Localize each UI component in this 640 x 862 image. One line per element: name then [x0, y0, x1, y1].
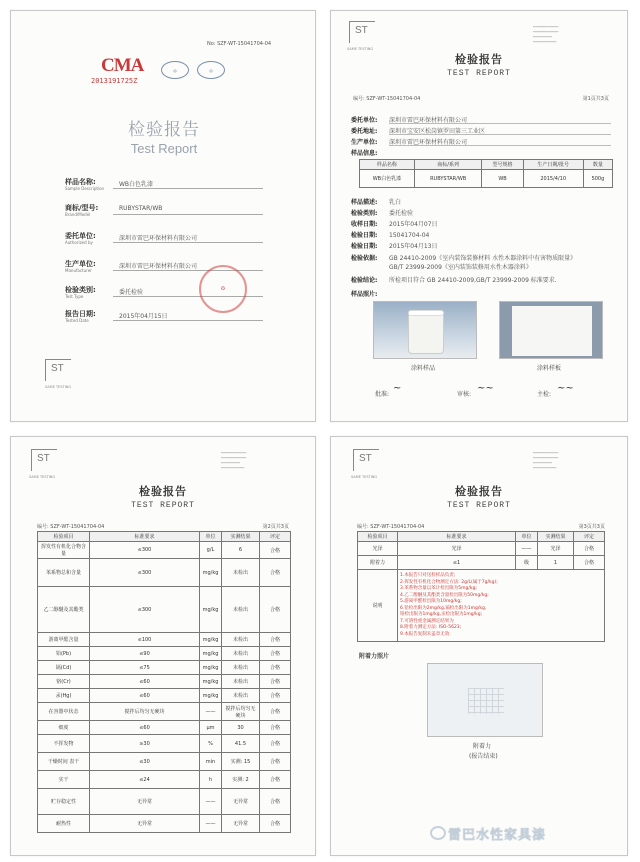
page-title-en: TEST REPORT: [131, 501, 195, 510]
cnas-seal-icon: ◎: [197, 61, 225, 79]
cover-title-cn: 检验报告: [128, 120, 200, 140]
st-logo-icon: ST: [353, 449, 379, 471]
inspector-label: 主检:: [537, 391, 552, 398]
field-test-date: 检验日期: 2015年04月13日: [351, 243, 438, 250]
report-number: No: SZF-WT-15041704-04: [207, 41, 272, 47]
report-cover-page: [10, 10, 316, 422]
cover-title-en: Test Report: [130, 141, 198, 156]
header-contact-lines: ━━━━━━━━━━━━ ━━━━━━━━━━━━ ━━━━━━━━━ ━━━━━━━━━━━: [533, 451, 559, 470]
field-photo-label: 样品照片:: [351, 291, 378, 298]
table-row: 在容器中状态 搅拌后均匀无硬块 —— 搅拌后均匀无硬块 合格: [38, 703, 291, 721]
st-logo-icon: ST: [349, 21, 375, 43]
table-row: 不挥发物 ≥30 % 41.5 合格: [38, 735, 291, 753]
field-test-type: 检验类别: 委托检验: [351, 210, 414, 217]
page-title-en: TEST REPORT: [447, 69, 511, 78]
field-receive-date: 收样日期: 2015年04月07日: [351, 221, 438, 228]
photo-caption-2: 涂料样板: [537, 365, 562, 372]
field-test-basis: 检验依据: GB 24410-2009《室内装饰装修材料 水性木器涂料中有害物质限量》: [351, 255, 577, 262]
report-page-2: [10, 436, 316, 856]
adhesion-photo: [427, 663, 543, 737]
st-logo-text: SAME TESTING: [45, 385, 72, 389]
page-title-en: TEST REPORT: [447, 501, 511, 510]
field-sample-no: 检验日期: 15041704-04: [351, 232, 430, 239]
certification-seal-icon: ◎: [161, 61, 189, 79]
wechat-icon: [430, 826, 446, 840]
cover-row-sample: 样品名称: Sample Description WB白色乳漆: [65, 177, 265, 203]
table-row: 镉(Cd) ≤75 mg/kg 未检出 合格: [38, 661, 291, 675]
page-title-cn: 检验报告: [139, 485, 187, 498]
st-logo-icon: ST: [45, 359, 71, 381]
st-logo-text: SAME TESTING: [347, 47, 374, 51]
page-indicator: 第3页共3页: [578, 524, 605, 530]
table-row: 干燥时间 表干 ≤30 min 实测: 15 合格: [38, 753, 291, 771]
table-row: 贮存稳定性 无异常 —— 无异常 合格: [38, 789, 291, 815]
photo-caption-1: 涂料样品: [411, 365, 436, 372]
review-label: 审核:: [457, 391, 472, 398]
sample-panel-photo: [499, 301, 603, 359]
watermark-text: 雷巴水性家具漆: [448, 828, 547, 843]
approve-signature: ~: [393, 383, 402, 394]
notes-row: 说明 1.本报告只对送检样品负责; 2.挥发性有机化合物测定方法: 2g/L(属于7g/kg); 3.苯系物含量以苯计检出限为5mg/kg; 4.乙二醇醚及其酯类含量检出限为50mg/kg; 5.游离甲醛检出限为10mg/kg; 6.铅检出限为2mg/kg,镉检出限为1mg/kg, 铬检出限为1mg/kg,汞检出限为1mg/kg; 7.可溶性重金属测定结果为 8.附着力测定方法: ISO-5623; 9.本报告复制未盖章无效.: [358, 570, 605, 642]
sample-jar-photo: [373, 301, 477, 359]
sample-table: 样品名称 商标/系列 型号规格 生产日期/批号 数量 WB白色乳漆 RUBYSTAR/WB WB 2015/4/10 500g: [359, 159, 613, 188]
cover-row-brand: 商标/型号: Brand/Model RUBYSTAR/WB: [65, 203, 265, 229]
test-results-table: 检验项目 标准要求 单位 实测结果 评定 挥发性有机化合物含量 ≤300 g/L 6 合格 苯系物总和含量 ≤300 mg/kg 未检出 合格 乙二醇醚及其酯类 ≤300 mg/kg 未检出 合格 游离甲醛含量 ≤100 mg/kg 未检出 合格 铅(Pb) ≤90 mg/kg 未检出 合格 镉(Cd) ≤75 mg/kg 未检出 合格 铬(Cr) ≤60 mg/kg 未检出 合格 汞(Hg) ≤60 mg/kg 未检出 合格 在容器中状态 搅拌后均匀无硬块 —— 搅拌后均匀无硬块 合格 细度 ≤60 μm 30 合格 不挥发物 ≥30 % 41.5 合格 干燥时间 表干 ≤30 min 实测: 15 合格 实干 ≤24 h 实测: 2 合格 贮存稳定性 无异常 —— 无异常 合格 耐热性 无异常 —— 无异常 合格: [37, 531, 291, 833]
table-row: 苯系物总和含量 ≤300 mg/kg 未检出 合格: [38, 559, 291, 587]
adhesion-photo-label: 附着力照片: [359, 653, 390, 660]
field-client-address: 委托地址: 深圳市宝安区松岗镇罗田第三工业区: [351, 128, 486, 135]
header-contact-lines: ━━━━━━━━━━━━ ━━━━━━━━━━━━ ━━━━━━━━━ ━━━━━━━━━━━: [533, 25, 559, 44]
st-logo-icon: ST: [31, 449, 57, 471]
table-row: 挥发性有机化合物含量 ≤300 g/L 6 合格: [38, 542, 291, 559]
table-row: 铅(Pb) ≤90 mg/kg 未检出 合格: [38, 647, 291, 661]
cma-number: 2013191725Z: [91, 77, 138, 85]
page-title-cn: 检验报告: [455, 53, 503, 66]
table-row: 汞(Hg) ≤60 mg/kg 未检出 合格: [38, 689, 291, 703]
cover-row-date: 报告日期: Tested Date 2015年04月15日: [65, 309, 265, 335]
report-number: 编号: SZF-WT-15041704-04: [357, 524, 425, 530]
cover-row-manufacturer: 生产单位: Manufacturer 深圳市雷巴环保材料有限公司: [65, 259, 265, 285]
field-sample-desc: 样品描述: 乳白: [351, 199, 402, 206]
field-client: 委托单位: 深圳市雷巴环保材料有限公司: [351, 117, 468, 124]
review-signature: ~~: [477, 383, 494, 394]
field-sample-info: 样品信息:: [351, 150, 378, 157]
table-row: 附着力 ≤1 级 1 合格: [358, 556, 605, 570]
table-row: 游离甲醛含量 ≤100 mg/kg 未检出 合格: [38, 633, 291, 647]
table-row: 铬(Cr) ≤60 mg/kg 未检出 合格: [38, 675, 291, 689]
red-stamp: ✪: [199, 265, 247, 313]
page-title-cn: 检验报告: [455, 485, 503, 498]
page-indicator: 第1页共3页: [582, 96, 609, 102]
approve-label: 批准:: [375, 391, 390, 398]
report-page-3: [330, 436, 628, 856]
inspector-signature: ~~: [557, 383, 574, 394]
field-manufacturer: 生产单位: 深圳市雷巴环保材料有限公司: [351, 139, 468, 146]
report-page-1: [330, 10, 628, 422]
adhesion-photo-caption: 附着力: [473, 743, 492, 750]
table-row: 细度 ≤60 μm 30 合格: [38, 721, 291, 735]
cover-row-test-type: 检验类别: Test Type 委托检验: [65, 285, 265, 311]
table-row: 乙二醇醚及其酯类 ≤300 mg/kg 未检出 合格: [38, 587, 291, 633]
report-end: (报告结束): [469, 753, 498, 760]
test-results-table: 检验项目 标准要求 单位 实测结果 评定 光泽 光泽 —— 光泽 合格 附着力 ≤1 级 1 合格 说明 1.本报告只对送检样品负责; 2.挥发性有机化合物测定方法: 2g/L(属于7g/kg); 3.苯系物含量以苯计检出限为5mg/kg; 4.乙二醇醚及其酯类含量检出限为50mg/kg; 5.游离甲醛检出限为10mg/kg; 6.铅检出限为2mg/kg,镉检出限为1mg/kg, 铬检出限为1mg/kg,汞检出限为1mg/kg; 7.可溶性重金属测定结果为 8.附着力测定方法: ISO-5623; 9.本报告复制未盖章无效.: [357, 531, 605, 642]
report-number: 编号: SZF-WT-15041704-04: [37, 524, 105, 530]
table-row: 耐热性 无异常 —— 无异常 合格: [38, 815, 291, 833]
st-logo-text: SAME TESTING: [351, 475, 378, 479]
page-indicator: 第2页共3页: [262, 524, 289, 530]
st-logo-text: SAME TESTING: [29, 475, 56, 479]
field-test-basis-2: GB/T 23999-2009《室内装饰装修用水性木器涂料》: [389, 264, 532, 271]
table-row: 实干 ≤24 h 实测: 2 合格: [38, 771, 291, 789]
cma-logo: CMA: [101, 55, 144, 76]
report-number: 编号: SZF-WT-15041704-04: [353, 96, 421, 102]
field-conclusion: 检验结论: 所检项目符合 GB 24410-2009,GB/T 23999-2009 标准要求.: [351, 277, 557, 284]
cover-row-client: 委托单位: Authorized by 深圳市雷巴环保材料有限公司: [65, 231, 265, 257]
table-row: 光泽 光泽 —— 光泽 合格: [358, 542, 605, 556]
header-contact-lines: ━━━━━━━━━━━━ ━━━━━━━━━━━━ ━━━━━━━━━ ━━━━━━━━━━━: [221, 451, 247, 470]
